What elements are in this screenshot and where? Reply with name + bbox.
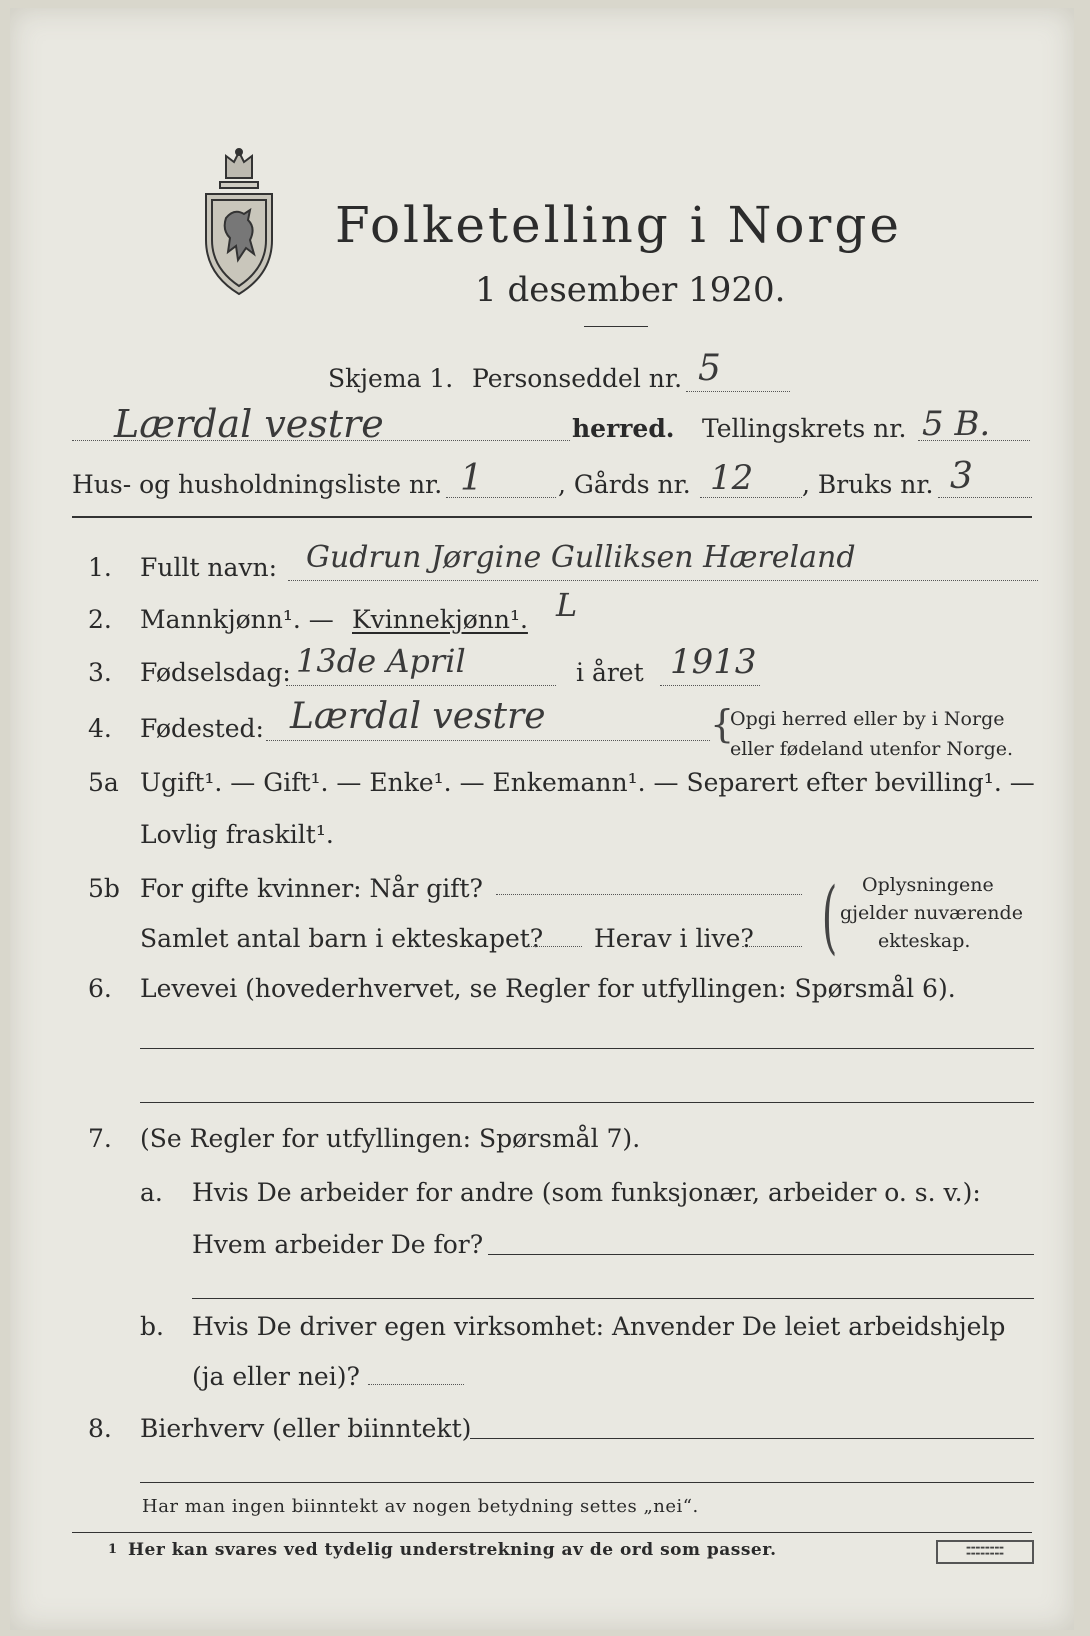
census-form — [10, 8, 1074, 1630]
q7a-line2: Hvem arbeider De for? — [192, 1230, 484, 1259]
q4-note-line1: Opgi herred eller by i Norge — [730, 708, 1005, 730]
q5b-note-line3: ekteskap. — [878, 930, 971, 952]
gards-label: , Gårds nr. — [558, 470, 691, 499]
q8-number: 8. — [88, 1414, 112, 1443]
q4-note-line2: eller fødeland utenfor Norge. — [730, 738, 1014, 760]
herred-value[interactable]: Lærdal vestre — [114, 402, 384, 446]
q5b-note-line2: gjelder nuværende — [840, 902, 1023, 924]
birth-year-value[interactable]: 1913 — [670, 642, 757, 682]
bruks-value[interactable]: 3 — [950, 456, 973, 497]
form-title: Folketelling i Norge — [335, 196, 902, 254]
q1-number: 1. — [88, 553, 112, 582]
q3-label: Fødselsdag: — [140, 658, 291, 687]
personseddel-value[interactable]: 5 — [698, 348, 721, 389]
schema-label: Skjema 1. — [328, 364, 454, 393]
q5b-number: 5b — [88, 874, 120, 903]
full-name-value[interactable]: Gudrun Jørgine Gulliksen Hæreland — [306, 540, 856, 575]
tellingskrets-label: Tellingskrets nr. — [702, 414, 907, 443]
tellingskrets-value[interactable]: 5 B. — [922, 404, 991, 444]
footnote-mark: 1 — [108, 1542, 118, 1557]
form-date: 1 desember 1920. — [475, 270, 786, 310]
gards-value[interactable]: 12 — [710, 458, 754, 498]
q8-label: Bierhverv (eller biinntekt) — [140, 1414, 472, 1443]
q5b-brace: ( — [821, 870, 838, 963]
q6-answer-line-2[interactable] — [140, 1102, 1034, 1103]
q4-brace: { — [710, 702, 735, 746]
q7a-line1: Hvis De arbeider for andre (som funksjonær, arbeider o. s. v.): — [192, 1178, 981, 1207]
gender-mark: L — [556, 586, 578, 624]
antal-barn-label: Samlet antal barn i ekteskapet? — [140, 924, 544, 953]
header-divider — [72, 516, 1032, 518]
q5a-number: 5a — [88, 768, 119, 797]
q6-number: 6. — [88, 974, 112, 1003]
lovlig-fraskilt-option[interactable]: Lovlig fraskilt¹. — [140, 820, 334, 849]
footer-divider — [72, 1532, 1032, 1533]
q7b-line2: (ja eller nei)? — [192, 1362, 360, 1391]
year-label: i året — [576, 658, 644, 687]
personseddel-label: Personseddel nr. — [472, 364, 683, 393]
bruks-label: , Bruks nr. — [802, 470, 934, 499]
q6-label: Levevei (hovederhvervet, se Regler for utfyllingen: Spørsmål 6). — [140, 974, 956, 1003]
printer-stamp: ▬▬▬▬▬▬▬▬ ▬▬▬▬▬▬▬▬ — [936, 1540, 1034, 1564]
kvinnekjonn-option[interactable]: Kvinnekjønn¹. — [352, 605, 528, 634]
title-divider — [584, 326, 648, 327]
birth-date-value[interactable]: 13de April — [296, 642, 466, 680]
footnote-text: Her kan svares ved tydelig understrekning av de ord som passer. — [128, 1540, 777, 1560]
q5b-note-line1: Oplysningene — [862, 874, 994, 896]
naar-gift-label: For gifte kvinner: Når gift? — [140, 874, 483, 903]
q3-number: 3. — [88, 658, 112, 687]
q8-answer-line-1[interactable] — [470, 1438, 1034, 1439]
q7a-label: a. — [140, 1178, 163, 1207]
q2-number: 2. — [88, 605, 112, 634]
q6-answer-line-1[interactable] — [140, 1048, 1034, 1049]
husholdningsliste-label: Hus- og husholdningsliste nr. — [72, 470, 443, 499]
herav-i-live-label: Herav i live? — [594, 924, 754, 953]
q1-label: Fullt navn: — [140, 553, 278, 582]
q8-answer-line-2[interactable] — [140, 1482, 1034, 1483]
q7-label: (Se Regler for utfyllingen: Spørsmål 7). — [140, 1124, 641, 1153]
q7-number: 7. — [88, 1124, 112, 1153]
q7a-answer-line-1[interactable] — [488, 1254, 1034, 1255]
q4-number: 4. — [88, 714, 112, 743]
q7b-label: b. — [140, 1312, 164, 1341]
mannkjonn-option[interactable]: Mannkjønn¹. — — [140, 605, 334, 634]
marital-status-options[interactable]: Ugift¹. — Gift¹. — Enke¹. — Enkemann¹. — Separert efter bevilling¹. — — [140, 768, 1035, 797]
herred-label: herred. — [572, 414, 675, 443]
biinntekt-note: Har man ingen biinntekt av nogen betydning settes „nei“. — [142, 1496, 699, 1517]
coat-of-arms-icon — [198, 148, 280, 298]
q7b-line1: Hvis De driver egen virksomhet: Anvender De leiet arbeidshjelp — [192, 1312, 1006, 1341]
birthplace-value[interactable]: Lærdal vestre — [290, 696, 546, 737]
husholdningsliste-value[interactable]: 1 — [460, 458, 483, 499]
q4-label: Fødested: — [140, 714, 264, 743]
q7a-answer-line-2[interactable] — [192, 1298, 1034, 1299]
